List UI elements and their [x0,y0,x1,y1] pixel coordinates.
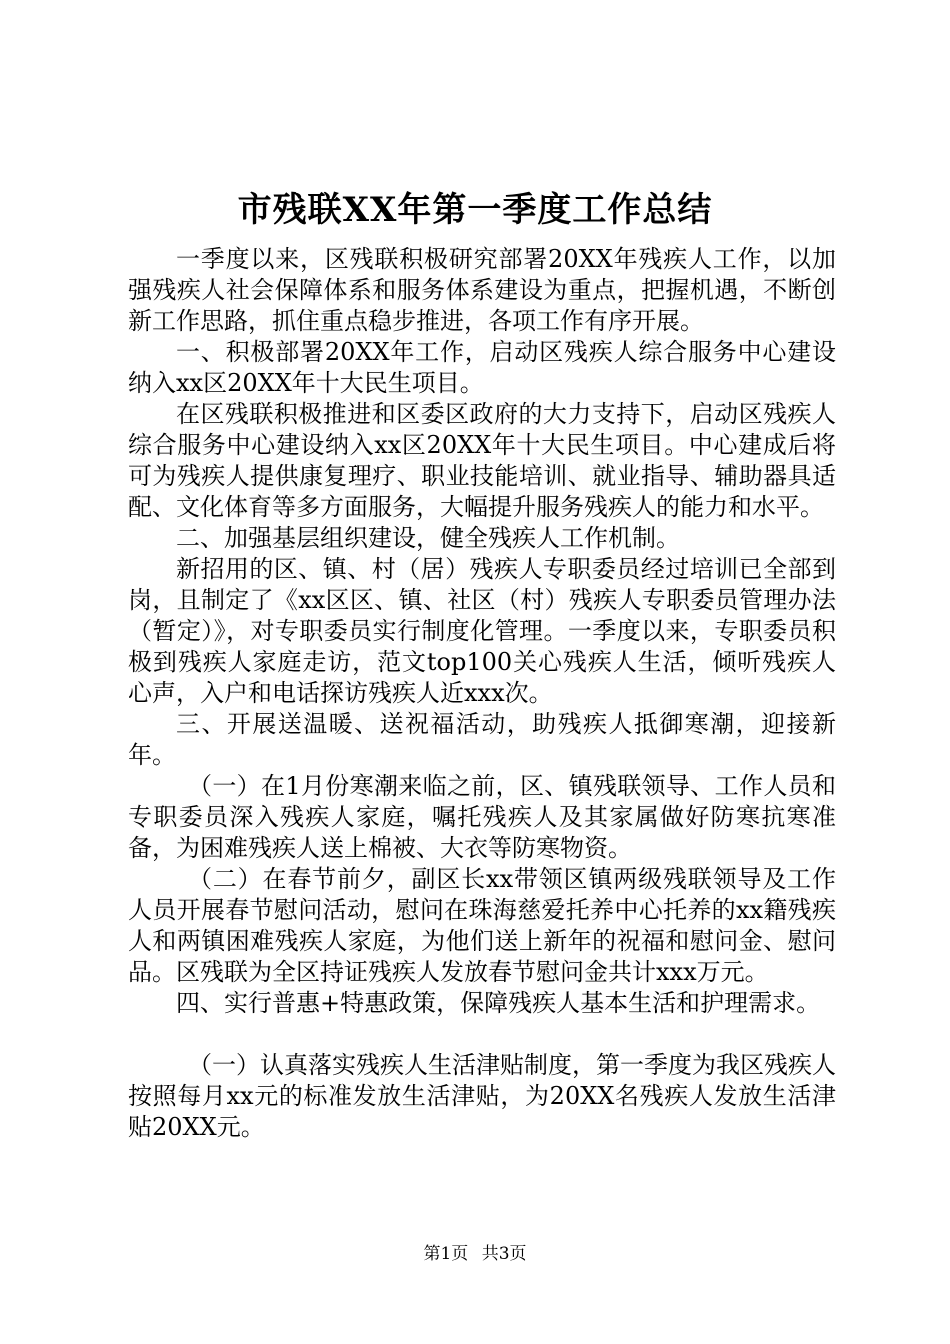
document-body [128,244,836,1143]
paragraph-section-3-item-2: （二）在春节前夕，副区长xx带领区镇两级残联领导及工作人员开展春节慰问活动，慰问在珠海慈爱托养中心托养的xx籍残疾人和两镇困难残疾人家庭，为他们送上新年的祝福和慰问金、慰问品。区残联为全区持证残疾人发放春节慰问金共计xxx万元。 [128,865,836,986]
page-total: 共3页 [481,1244,527,1264]
paragraph-section-1: 在区残联积极推进和区委区政府的大力支持下，启动区残疾人综合服务中心建设纳入xx区20XX年十大民生项目。中心建成后将可为残疾人提供康复理疗、职业技能培训、就业指导、辅助器具适配、文化体育等多方面服务，大幅提升服务残疾人的能力和水平。 [128,400,836,521]
page-number: 第1页 [423,1244,469,1264]
page-footer [0,1242,950,1266]
section-heading-3: 三、开展送温暖、送祝福活动，助残疾人抵御寒潮，迎接新年。 [128,710,836,769]
paragraph-section-3-item-1: （一）在1月份寒潮来临之前，区、镇残联领导、工作人员和专职委员深入残疾人家庭，嘱托残疾人及其家属做好防寒抗寒准备，为困难残疾人送上棉被、大衣等防寒物资。 [128,772,836,862]
paragraph-section-4-item-1: （一）认真落实残疾人生活津贴制度，第一季度为我区残疾人按照每月xx元的标准发放生活津贴，为20XX名残疾人发放生活津贴20XX元。 [128,1051,836,1141]
document-title: 市残联XX年第一季度工作总结 [237,190,713,230]
section-heading-1: 一、积极部署20XX年工作，启动区残疾人综合服务中心建设纳入xx区20XX年十大民生项目。 [128,338,836,397]
paragraph-section-2: 新招用的区、镇、村（居）残疾人专职委员经过培训已全部到岗，且制定了《xx区区、镇、社区（村）残疾人专职委员管理办法（暂定）》，对专职委员实行制度化管理。一季度以来，专职委员积极到残疾人家庭走访，范文top100关心残疾人生活，倾听残疾人心声，入户和电话探访残疾人近xxx次。 [128,555,836,707]
section-heading-4: 四、实行普惠+特惠政策，保障残疾人基本生活和护理需求。 [176,989,821,1017]
section-heading-2: 二、加强基层组织建设，健全残疾人工作机制。 [176,524,680,552]
paragraph-intro: 一季度以来，区残联积极研究部署20XX年残疾人工作，以加强残疾人社会保障体系和服务体系建设为重点，把握机遇，不断创新工作思路，抓住重点稳步推进，各项工作有序开展。 [128,245,836,335]
